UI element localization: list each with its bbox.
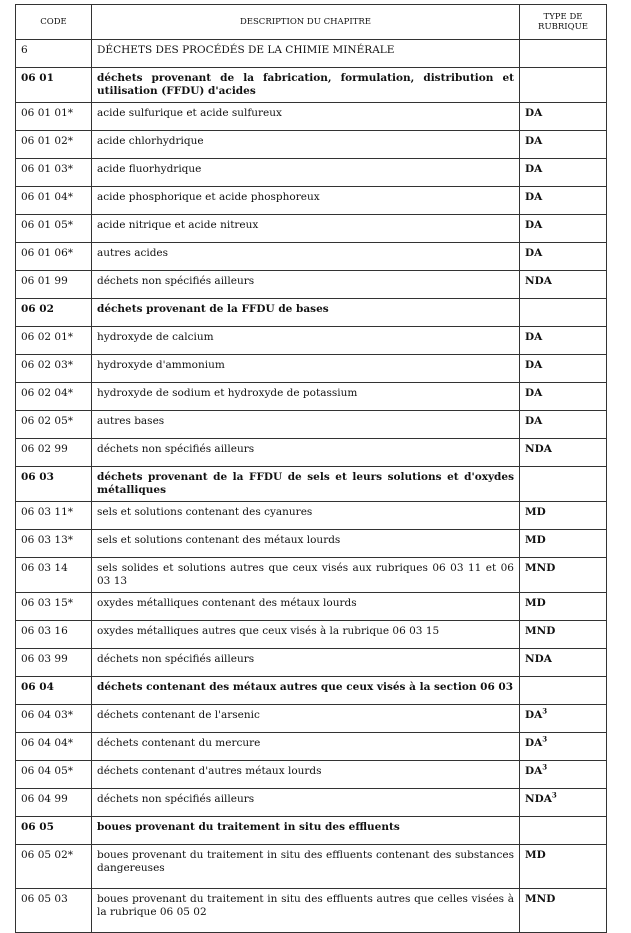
- row-code: 06 01 04*: [16, 187, 92, 215]
- table-row: [16, 845, 607, 889]
- row-code: 06 01: [16, 68, 92, 103]
- row-type-value: MD: [525, 849, 546, 861]
- row-code: 06 03 99: [16, 649, 92, 677]
- row-type-value: DA: [525, 247, 543, 259]
- table-row: [16, 243, 607, 271]
- row-type: [520, 817, 607, 845]
- table-row: [16, 383, 607, 411]
- row-code: 06 01 02*: [16, 131, 92, 159]
- row-type: [520, 103, 607, 131]
- row-type-value: DA: [525, 163, 543, 175]
- footnote-ref: 3: [542, 706, 548, 716]
- row-code: 06 01 06*: [16, 243, 92, 271]
- row-type: [520, 355, 607, 383]
- row-type-value: DA: [525, 737, 543, 749]
- row-type: [520, 502, 607, 530]
- row-type-value: DA: [525, 359, 543, 371]
- table-row: [16, 187, 607, 215]
- row-description: boues provenant du traitement in situ des effluents autres que celles visées à la rubrique 06 05 02: [92, 889, 520, 933]
- row-code: 06 01 03*: [16, 159, 92, 187]
- table-row: [16, 411, 607, 439]
- row-type-value: NDA: [525, 443, 552, 455]
- row-type-value: DA: [525, 219, 543, 231]
- row-description: déchets provenant de la FFDU de sels et leurs solutions et d'oxydes métalliques: [92, 467, 520, 502]
- row-type-value: MND: [525, 893, 556, 905]
- row-description: hydroxyde de sodium et hydroxyde de potassium: [92, 383, 520, 411]
- table-row: [16, 705, 607, 733]
- row-type: [520, 243, 607, 271]
- table-row: [16, 131, 607, 159]
- row-type-value: DA: [525, 135, 543, 147]
- table-row: [16, 530, 607, 558]
- row-code: 06 02 01*: [16, 327, 92, 355]
- row-type-value: MND: [525, 625, 556, 637]
- row-description: autres acides: [92, 243, 520, 271]
- row-type: [520, 621, 607, 649]
- row-type: [520, 159, 607, 187]
- table-row: [16, 103, 607, 131]
- row-type: [520, 383, 607, 411]
- row-type: [520, 593, 607, 621]
- row-description: oxydes métalliques contenant des métaux lourds: [92, 593, 520, 621]
- table-row: [16, 68, 607, 103]
- row-type: [520, 845, 607, 889]
- row-description: sels et solutions contenant des métaux lourds: [92, 530, 520, 558]
- row-type: [520, 761, 607, 789]
- table-row: [16, 215, 607, 243]
- row-code: 06 05 03: [16, 889, 92, 933]
- row-type: [520, 789, 607, 817]
- row-type: [520, 40, 607, 68]
- row-type-value: DA: [525, 191, 543, 203]
- row-description: DÉCHETS DES PROCÉDÉS DE LA CHIMIE MINÉRALE: [92, 40, 520, 68]
- row-description: déchets non spécifiés ailleurs: [92, 649, 520, 677]
- row-type: [520, 705, 607, 733]
- table-row: [16, 889, 607, 933]
- row-type-value: DA: [525, 387, 543, 399]
- table-body: [16, 40, 607, 933]
- row-description: sels et solutions contenant des cyanures: [92, 502, 520, 530]
- row-type-value: MD: [525, 506, 546, 518]
- row-type: [520, 215, 607, 243]
- table-row: [16, 593, 607, 621]
- waste-code-table: [15, 4, 607, 933]
- row-code: 06 02: [16, 299, 92, 327]
- footnote-ref: 3: [542, 762, 548, 772]
- row-code: 06 02 03*: [16, 355, 92, 383]
- table-row: [16, 299, 607, 327]
- row-type-value: NDA: [525, 653, 552, 665]
- row-code: 06 02 04*: [16, 383, 92, 411]
- row-code: 06 03 11*: [16, 502, 92, 530]
- row-type-value: DA: [525, 709, 543, 721]
- row-type: [520, 411, 607, 439]
- row-type-value: DA: [525, 415, 543, 427]
- table-row: [16, 649, 607, 677]
- row-type: [520, 889, 607, 933]
- row-code: 06 05: [16, 817, 92, 845]
- row-description: déchets provenant de la FFDU de bases: [92, 299, 520, 327]
- row-description: déchets non spécifiés ailleurs: [92, 789, 520, 817]
- row-type: [520, 439, 607, 467]
- column-header-description: DESCRIPTION DU CHAPITRE: [92, 5, 520, 40]
- row-code: 06 02 99: [16, 439, 92, 467]
- row-type: [520, 530, 607, 558]
- table-row: [16, 677, 607, 705]
- row-type-value: NDA: [525, 275, 552, 287]
- row-type-value: DA: [525, 107, 543, 119]
- table-row: [16, 439, 607, 467]
- column-header-code: CODE: [16, 5, 92, 40]
- row-description: boues provenant du traitement in situ des effluents: [92, 817, 520, 845]
- row-description: déchets provenant de la fabrication, formulation, distribution et utilisation (FFDU) d'acides: [92, 68, 520, 103]
- row-type: [520, 733, 607, 761]
- table-row: [16, 817, 607, 845]
- row-type: [520, 677, 607, 705]
- row-description: autres bases: [92, 411, 520, 439]
- row-code: 06 03 13*: [16, 530, 92, 558]
- table-row: [16, 159, 607, 187]
- row-code: 06 03 16: [16, 621, 92, 649]
- row-description: acide fluorhydrique: [92, 159, 520, 187]
- row-description: déchets non spécifiés ailleurs: [92, 439, 520, 467]
- row-type: [520, 187, 607, 215]
- row-description: hydroxyde d'ammonium: [92, 355, 520, 383]
- row-type: [520, 131, 607, 159]
- row-code: 06 04 99: [16, 789, 92, 817]
- row-type-value: DA: [525, 765, 543, 777]
- table-row: [16, 40, 607, 68]
- table-row: [16, 355, 607, 383]
- row-description: oxydes métalliques autres que ceux visés à la rubrique 06 03 15: [92, 621, 520, 649]
- row-code: 06 03: [16, 467, 92, 502]
- row-type: [520, 271, 607, 299]
- row-description: acide nitrique et acide nitreux: [92, 215, 520, 243]
- row-code: 06 04 04*: [16, 733, 92, 761]
- row-description: déchets non spécifiés ailleurs: [92, 271, 520, 299]
- row-description: déchets contenant du mercure: [92, 733, 520, 761]
- row-code: 06 03 15*: [16, 593, 92, 621]
- table-header-row: [16, 5, 607, 40]
- table-row: [16, 327, 607, 355]
- row-description: déchets contenant des métaux autres que ceux visés à la section 06 03: [92, 677, 520, 705]
- row-code: 06 04: [16, 677, 92, 705]
- column-header-type: TYPE DE RUBRIQUE: [520, 5, 607, 40]
- row-code: 06 01 01*: [16, 103, 92, 131]
- row-type: [520, 467, 607, 502]
- table-row: [16, 558, 607, 593]
- footnote-ref: 3: [551, 790, 557, 800]
- table-row: [16, 733, 607, 761]
- row-code: 06 04 03*: [16, 705, 92, 733]
- row-code: 06 01 99: [16, 271, 92, 299]
- row-code: 06 03 14: [16, 558, 92, 593]
- row-code: 06 02 05*: [16, 411, 92, 439]
- table-row: [16, 502, 607, 530]
- row-type-value: NDA: [525, 793, 552, 805]
- row-code: 06 04 05*: [16, 761, 92, 789]
- row-type: [520, 327, 607, 355]
- row-description: déchets contenant de l'arsenic: [92, 705, 520, 733]
- row-description: acide chlorhydrique: [92, 131, 520, 159]
- row-description: boues provenant du traitement in situ des effluents contenant des substances dangereuses: [92, 845, 520, 889]
- row-type: [520, 558, 607, 593]
- row-type-value: MD: [525, 534, 546, 546]
- table-row: [16, 621, 607, 649]
- row-code: 6: [16, 40, 92, 68]
- row-code: 06 05 02*: [16, 845, 92, 889]
- row-description: sels solides et solutions autres que ceux visés aux rubriques 06 03 11 et 06 03 13: [92, 558, 520, 593]
- row-type-value: MND: [525, 562, 556, 574]
- row-type: [520, 299, 607, 327]
- table-row: [16, 789, 607, 817]
- row-type-value: DA: [525, 331, 543, 343]
- table-row: [16, 761, 607, 789]
- row-type: [520, 68, 607, 103]
- footnote-ref: 3: [542, 734, 548, 744]
- row-description: acide sulfurique et acide sulfureux: [92, 103, 520, 131]
- table-row: [16, 271, 607, 299]
- row-code: 06 01 05*: [16, 215, 92, 243]
- row-description: acide phosphorique et acide phosphoreux: [92, 187, 520, 215]
- row-description: hydroxyde de calcium: [92, 327, 520, 355]
- row-description: déchets contenant d'autres métaux lourds: [92, 761, 520, 789]
- row-type: [520, 649, 607, 677]
- table-row: [16, 467, 607, 502]
- row-type-value: MD: [525, 597, 546, 609]
